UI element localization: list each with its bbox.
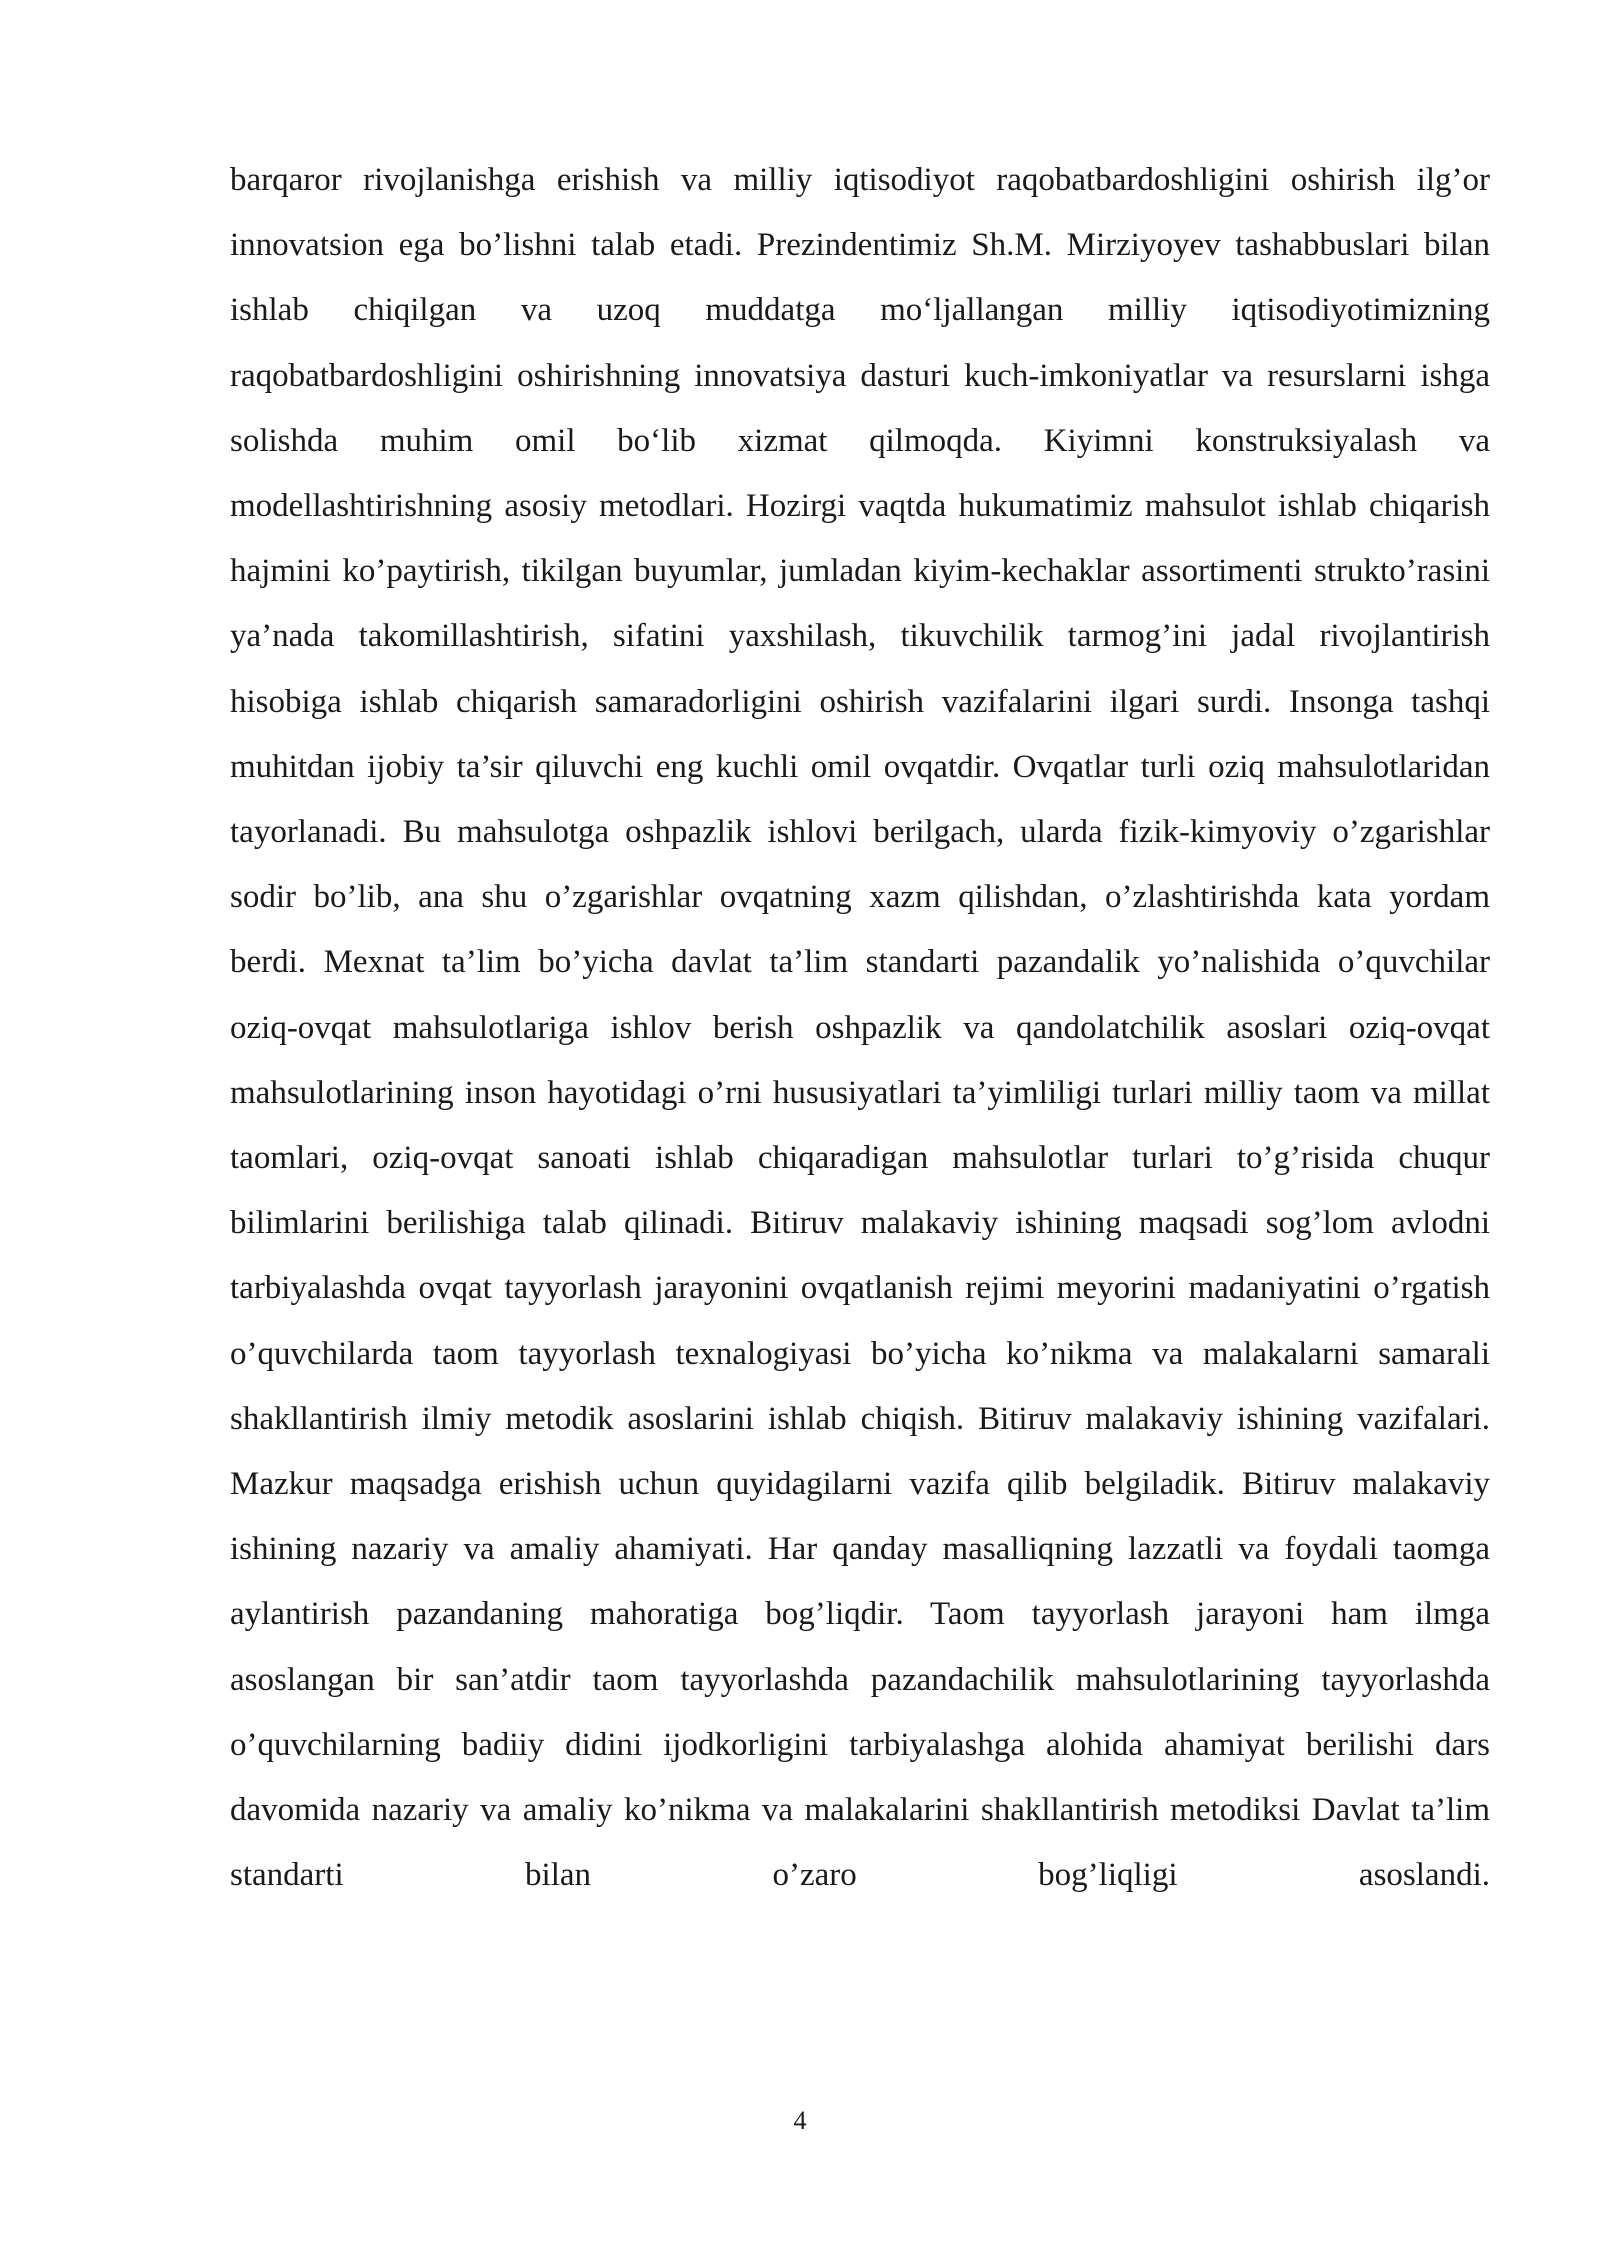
page-number: 4 [793, 2106, 807, 2135]
body-paragraph: barqaror rivojlanishga erishish va milliy iqtisodiyot raqobatbardoshligini oshirish ilg’or innovatsion ega bo’lishni talab etadi. Prezindentimiz Sh.M. Mirziyoyev tashabbuslari bilan ishlab chiqilgan va uzoq muddatga mo‘ljallangan milliy iqtisodiyotimizning raqobatbardoshligini oshirishning innovatsiya dasturi kuch-imkoniyatlar va resurslarni ishga solishda muhim omil bo‘lib xizmat qilmoqda. Kiyimni konstruksiyalash va modellashtirishning asosiy metodlari. Hozirgi vaqtda hukumatimiz mahsulot ishlab chiqarish hajmini ko’paytirish, tikilgan buyumlar, jumladan kiyim-kechaklar assortimenti strukto’rasini ya’nada takomillashtirish, sifatini yaxshilash, tikuvchilik tarmog’ini jadal rivojlantirish hisobiga ishlab chiqarish samaradorligini oshirish vazifalarini ilgari surdi. Insonga tashqi muhitdan ijobiy ta’sir qiluvchi eng kuchli omil ovqatdir. Ovqatlar turli oziq mahsulotlaridan tayorlanadi. Bu mahsulotga oshpazlik ishlovi berilgach, ularda fizik-kimyoviy o’zgarishlar sodir bo’lib, ana shu o’zgarishlar ovqatning xazm qilishdan, o’zlashtirishda kata yordam berdi. Mexnat ta’lim bo’yicha davlat ta’lim standarti pazandalik yo’nalishida o’quvchilar oziq-ovqat mahsulotlariga ishlov berish oshpazlik va qandolatchilik asoslari oziq-ovqat mahsulotlarining inson hayotidagi o’rni hususiyatlari ta’yimliligi turlari milliy taom va millat taomlari, oziq-ovqat sanoati ishlab chiqaradigan mahsulotlar turlari to’g’risida chuqur bilimlarini berilishiga talab qilinadi. Bitiruv malakaviy ishining maqsadi sog’lom avlodni tarbiyalashda ovqat tayyorlash jarayonini ovqatlanish rejimi meyorini madaniyatini o’rgatish o’quvchilarda taom tayyorlash texnalogiyasi bo’yicha ko’nikma va malakalarni samarali shakllantirish ilmiy metodik asoslarini ishlab chiqish. Bitiruv malakaviy ishining vazifalari. Mazkur maqsadga erishish uchun quyidagilarni vazifa qilib belgiladik. Bitiruv malakaviy ishining nazariy va amaliy ahamiyati. Har qanday masalliqning lazzatli va foydali taomga aylantirish pazandaning mahoratiga bog’liqdir. Taom tayyorlash jarayoni ham ilmga asoslangan bir san’atdir taom tayyorlashda pazandachilik mahsulotlarining tayyorlashda o’quvchilarning badiiy didini ijodkorligini tarbiyalashga alohida ahamiyat berilishi dars davomida nazariy va amaliy ko’nikma va malakalarini shakllantirish metodiksi Davlat ta’lim standarti bilan o’zaro bog’liqligi asoslandi. [230, 162, 1490, 1894]
